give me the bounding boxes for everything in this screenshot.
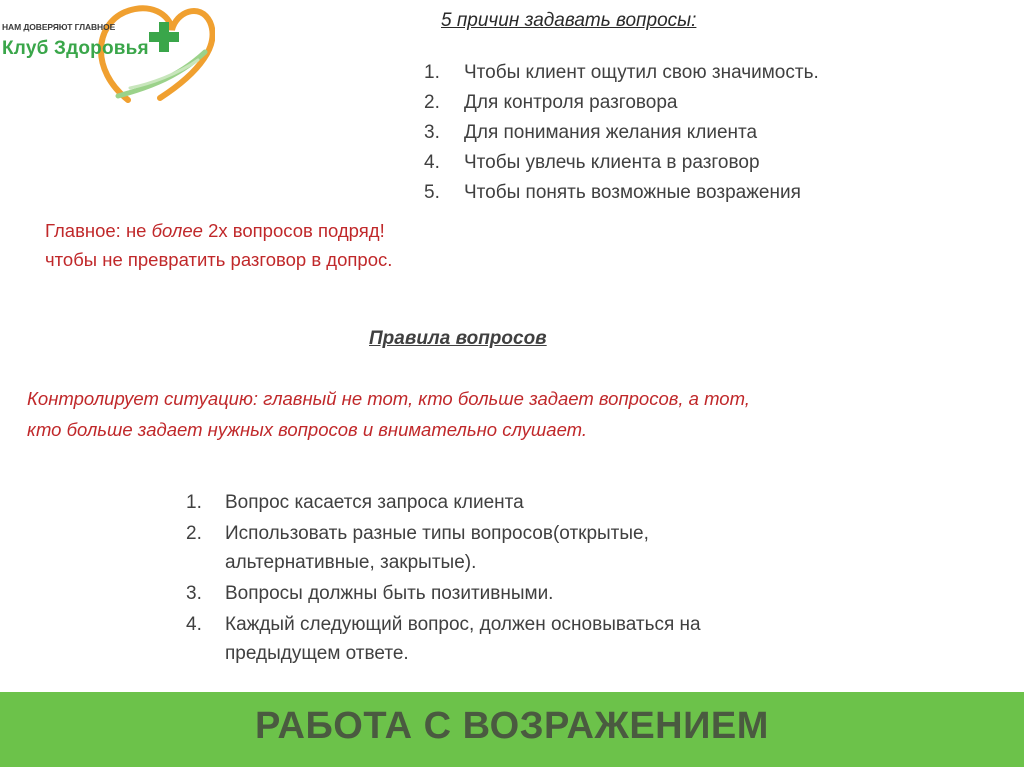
- list-item: [424, 58, 819, 88]
- main-note-line2: чтобы не превратить разговор в допрос.: [45, 249, 393, 270]
- list-item: [186, 579, 825, 608]
- footer-banner: [0, 692, 1024, 767]
- main-note-emphasis: более: [151, 220, 203, 241]
- control-note-line2: кто больше задает нужных вопросов и внимательно слушает.: [27, 419, 587, 440]
- list-item: [186, 488, 825, 517]
- list-item-number: 1.: [424, 62, 440, 83]
- list-item: [424, 88, 819, 118]
- rules-title: Правила вопросов: [369, 328, 547, 349]
- list-item-number: 1.: [186, 492, 202, 513]
- list-item-number: 4.: [424, 152, 440, 173]
- rules-list: [186, 488, 825, 670]
- list-item-number: 3.: [424, 122, 440, 143]
- banner-title: РАБОТА С ВОЗРАЖЕНИЕМ: [255, 705, 769, 747]
- list-item: [424, 178, 819, 208]
- main-note-line1: [45, 216, 392, 245]
- logo-name: Клуб Здоровья: [2, 38, 149, 59]
- list-item: [424, 118, 819, 148]
- list-item-number: 3.: [186, 583, 202, 604]
- list-item: [186, 610, 825, 668]
- main-note-suffix: 2х вопросов подряд!: [202, 220, 385, 241]
- list-item: [424, 148, 819, 178]
- main-note-prefix: Главное: не: [45, 220, 152, 241]
- list-item-text: Каждый следующий вопрос, должен основываться на предыдущем ответе.: [225, 614, 701, 664]
- logo-tagline: НАМ ДОВЕРЯЮТ ГЛАВНОЕ: [2, 22, 116, 32]
- list-item-number: 5.: [424, 182, 440, 203]
- list-item-text: Для контроля разговора: [464, 92, 678, 113]
- list-item-number: 2.: [186, 523, 202, 544]
- list-item-text: Для понимания желания клиента: [464, 122, 758, 143]
- list-item-number: 4.: [186, 614, 202, 635]
- list-item-text: Чтобы понять возможные возражения: [464, 182, 801, 203]
- list-item-text: Использовать разные типы вопросов(открытые, альтернативные, закрытые).: [225, 523, 649, 573]
- control-note-line1: Контролирует ситуацию: главный не тот, кто больше задает вопросов, а тот,: [27, 388, 750, 409]
- list-item-text: Чтобы увлечь клиента в разговор: [464, 152, 760, 173]
- main-note: [45, 216, 392, 274]
- list-item-number: 2.: [424, 92, 440, 113]
- reasons-list: [424, 58, 819, 208]
- list-item-text: Вопросы должны быть позитивными.: [225, 583, 554, 604]
- control-note: [27, 383, 987, 445]
- club-logo: [0, 0, 215, 105]
- list-item-text: Чтобы клиент ощутил свою значимость.: [464, 62, 819, 83]
- reasons-title: 5 причин задавать вопросы:: [441, 10, 697, 31]
- list-item: [186, 519, 825, 577]
- list-item-text: Вопрос касается запроса клиента: [225, 492, 524, 513]
